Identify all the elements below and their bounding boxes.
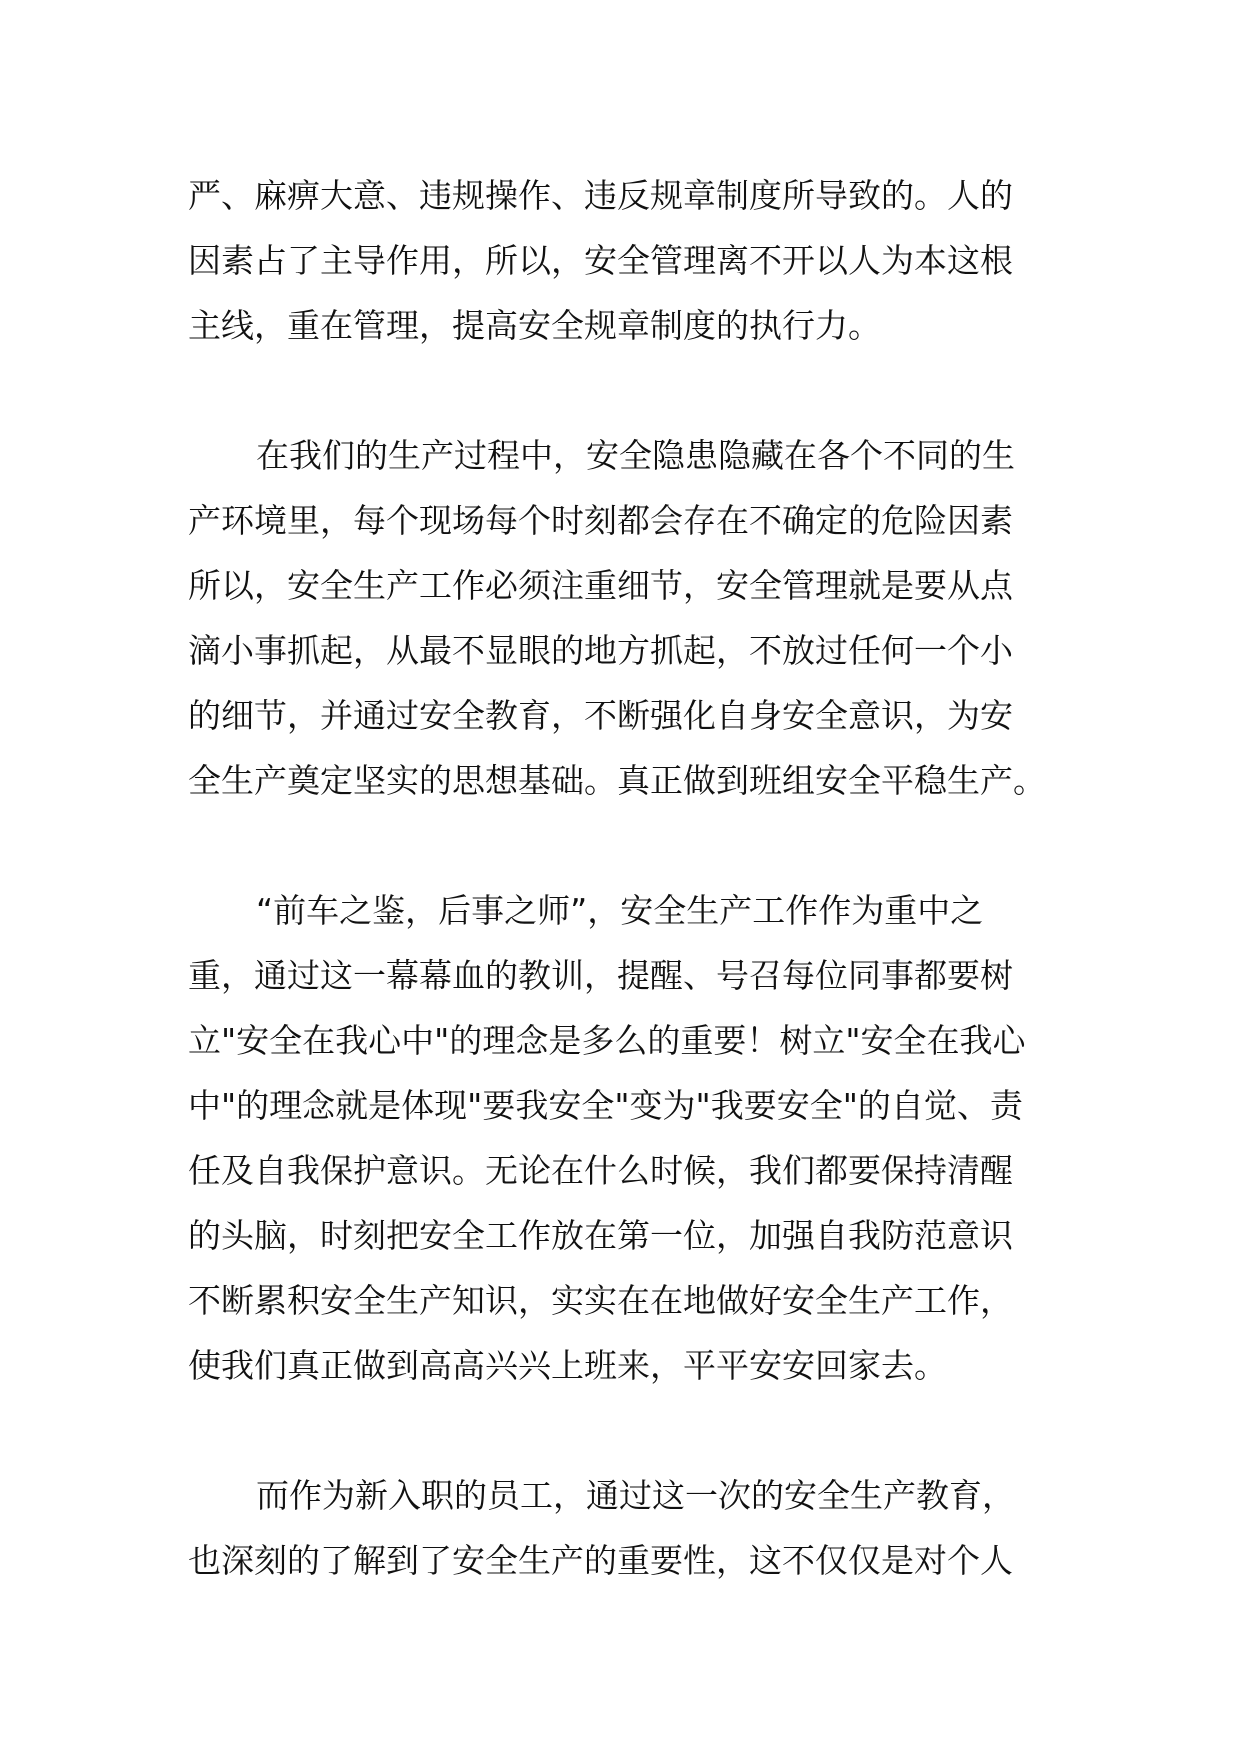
paragraph-gap (188, 1398, 1058, 1463)
text-line: 因素占了主导作用，所以，安全管理离不开以人为本这根 (188, 241, 1013, 280)
paragraph-3 (188, 878, 1058, 1398)
text-line: “前车之鉴，后事之师”，安全生产工作作为重中之 (256, 891, 984, 930)
text-line: 全生产奠定坚实的思想基础。真正做到班组安全平稳生产。 (188, 761, 1046, 800)
paragraph-1 (188, 163, 1058, 358)
text-line: 滴小事抓起，从最不显眼的地方抓起，不放过任何一个小 (188, 631, 1013, 670)
text-line: 使我们真正做到高高兴兴上班来，平平安安回家去。 (188, 1346, 947, 1385)
text-line: 重，通过这一幕幕血的教训，提醒、号召每位同事都要树 (188, 956, 1013, 995)
text-line: 主线，重在管理，提高安全规章制度的执行力。 (188, 306, 881, 345)
paragraph-2 (188, 423, 1058, 813)
text-line: 立"安全在我心中"的理念是多么的重要！树立"安全在我心 (188, 1021, 1026, 1060)
text-line: 也深刻的了解到了安全生产的重要性，这不仅仅是对个人 (188, 1541, 1013, 1580)
text-line: 在我们的生产过程中，安全隐患隐藏在各个不同的生 (256, 436, 1015, 475)
text-line: 的细节，并通过安全教育，不断强化自身安全意识，为安 (188, 696, 1013, 735)
text-line: 任及自我保护意识。无论在什么时候，我们都要保持清醒 (188, 1151, 1013, 1190)
document-body (188, 163, 1058, 1593)
text-line: 产环境里，每个现场每个时刻都会存在不确定的危险因素 (188, 501, 1013, 540)
paragraph-4 (188, 1463, 1058, 1593)
paragraph-gap (188, 813, 1058, 878)
text-line: 所以，安全生产工作必须注重细节，安全管理就是要从点 (188, 566, 1013, 605)
text-line: 的头脑，时刻把安全工作放在第一位，加强自我防范意识 (188, 1216, 1013, 1255)
text-line: 而作为新入职的员工，通过这一次的安全生产教育， (256, 1476, 1015, 1515)
text-line: 不断累积安全生产知识，实实在在地做好安全生产工作， (188, 1281, 1013, 1320)
text-line: 严、麻痹大意、违规操作、违反规章制度所导致的。人的 (188, 176, 1013, 215)
paragraph-gap (188, 358, 1058, 423)
text-line: 中"的理念就是体现"要我安全"变为"我要安全"的自觉、责 (188, 1086, 1023, 1125)
